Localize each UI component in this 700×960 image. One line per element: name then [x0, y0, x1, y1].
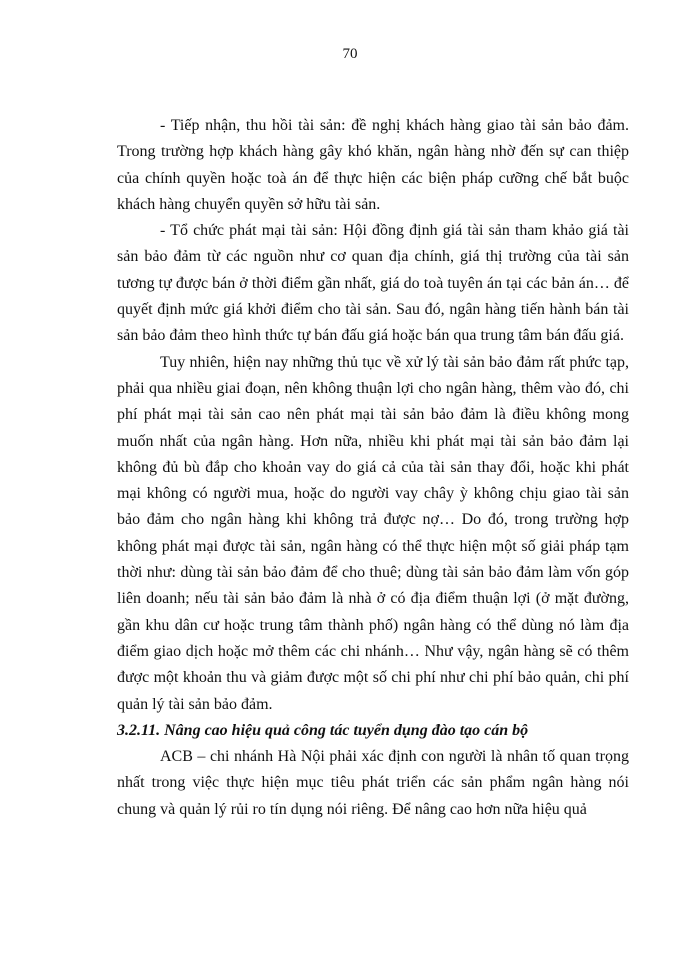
paragraph-asset-auction: - Tổ chức phát mại tài sản: Hội đồng định giá tài sản tham khảo giá tài sản bảo đảm từ các nguồn như cơ quan địa chính, giá thị trường của tài sản tương tự được bán ở thời điểm gần nhất, giá do toà tuyên án tại các bản án… để quyết định mức giá khởi điểm cho tài sản. Sau đó, ngân hàng tiến hành bán tài sản bảo đảm theo hình thức tự bán đấu giá hoặc bán qua trung tâm bán đấu giá. — [117, 222, 629, 345]
paragraph-difficulties: Tuy nhiên, hiện nay những thủ tục về xử lý tài sản bảo đảm rất phức tạp, phải qua nhiều giai đoạn, nên không thuận lợi cho ngân hàng, thêm vào đó, chi phí phát mại tài sản cao nên phát mại tài sản bảo đảm là điều không mong muốn nhất của ngân hàng. Hơn nữa, nhiều khi phát mại tài sản bảo đảm lại không đủ bù đắp cho khoản vay do giá cả của tài sản thay đổi, hoặc khi phát mại không có người mua, hoặc do người vay chây ỳ không chịu giao tài sản bảo đảm cho ngân hàng khi không trả được nợ… Do đó, trong trường hợp không phát mại được tài sản, ngân hàng có thể thực hiện một số giải pháp tạm thời như: dùng tài sản bảo đảm để cho thuê; dùng tài sản bảo đảm làm vốn góp liên doanh; nếu tài sản bảo đảm là nhà ở có địa điểm thuận lợi (ở mặt đường, gần khu dân cư hoặc trung tâm thành phố) ngân hàng có thể dùng nó làm địa điểm giao dịch hoặc mở thêm các chi nhánh… Như vậy, ngân hàng sẽ có thêm được một khoản thu và giảm được một số chi phí như chi phí bảo quản, chi phí quản lý tài sản bảo đảm. — [117, 353, 629, 713]
paragraph-asset-recovery: - Tiếp nhận, thu hồi tài sản: đề nghị khách hàng giao tài sản bảo đảm. Trong trường hợp khách hàng gây khó khăn, ngân hàng nhờ đến sự can thiệp của chính quyền hoặc toà án để thực hiện các biện pháp cưỡng chế bắt buộc khách hàng chuyển quyền sở hữu tài sản. — [117, 117, 629, 213]
section-heading: 3.2.11. Nâng cao hiệu quả công tác tuyển dụng đào tạo cán bộ — [117, 721, 529, 739]
paragraph-acb-personnel: ACB – chi nhánh Hà Nội phải xác định con người là nhân tố quan trọng nhất trong việc thực hiện mục tiêu phát triển các sản phẩm ngân hàng nói chung và quản lý rủi ro tín dụng nói riêng. Để nâng cao hơn nữa hiệu quả — [117, 748, 629, 818]
document-body — [117, 113, 629, 823]
page-number: 70 — [342, 46, 358, 62]
